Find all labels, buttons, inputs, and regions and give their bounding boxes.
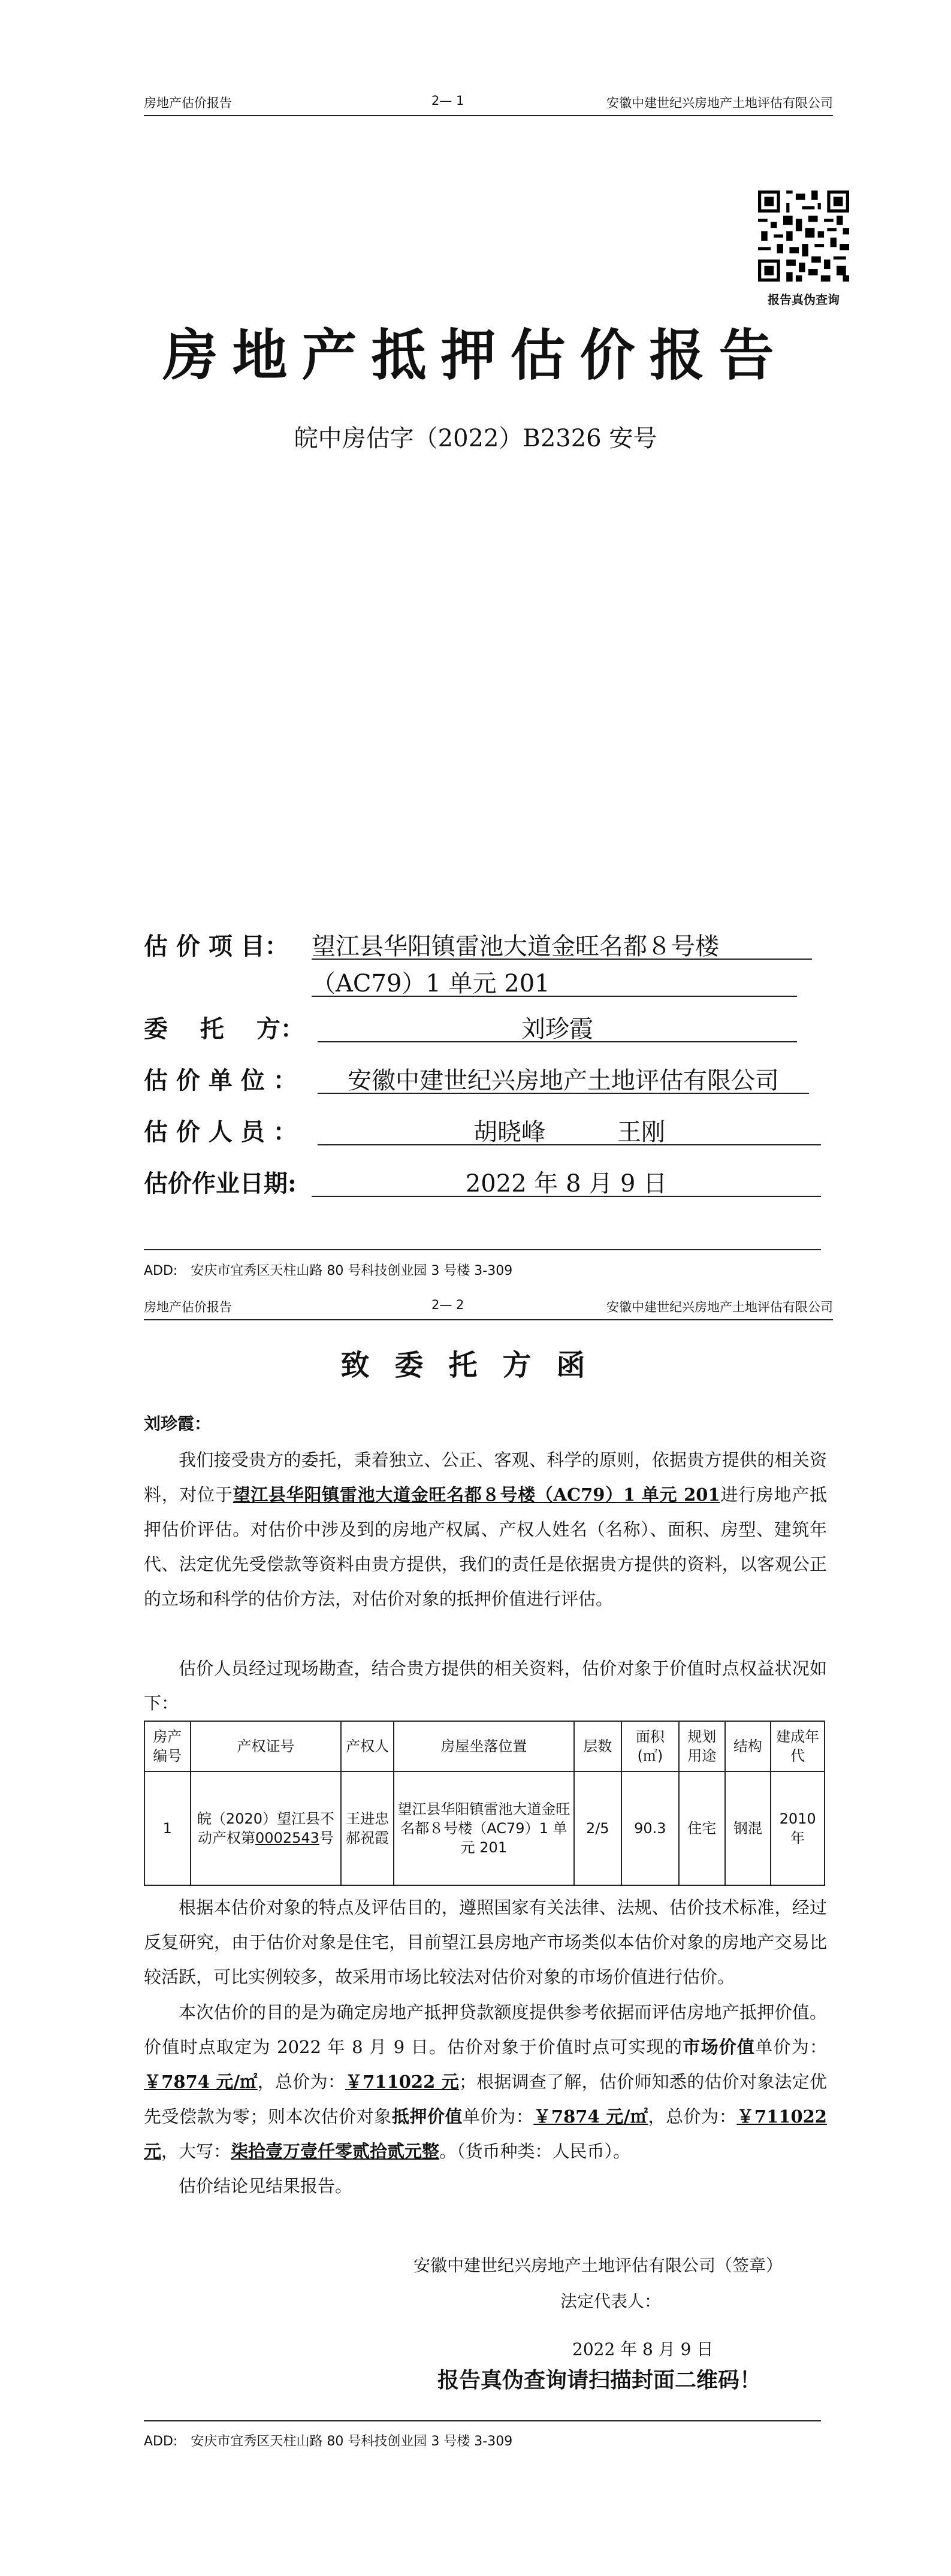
field-value: 2022 年 8 月 9 日 xyxy=(312,1165,821,1197)
owner-1: 王进忠 xyxy=(346,1810,390,1827)
field-label: 估 价 人 员 ： xyxy=(144,1118,297,1146)
paragraph-2: 估价人员经过现场勘查，结合贵方提供的相关资料，估价对象于价值时点权益状况如下： xyxy=(144,1658,827,1713)
header-company: 安徽中建世纪兴房地产土地评估有限公司 xyxy=(606,1300,833,1314)
running-header xyxy=(144,1294,833,1320)
table-header-row xyxy=(144,1721,825,1771)
mortgage-total-price: ￥711022 元 xyxy=(144,2106,827,2161)
qr-label: 报告真伪查询 xyxy=(768,292,840,307)
cert-suffix: 号 xyxy=(319,1830,334,1846)
field-label: 估 价 单 位 ： xyxy=(144,1066,297,1095)
field-value: 望江县华阳镇雷池大道金旺名都８号楼 xyxy=(312,927,812,960)
cert-prefix: 皖（2020）望江县不动产权第 xyxy=(197,1810,335,1846)
cell-owner xyxy=(341,1771,394,1885)
p1-text-c: 进行房地产抵押估价评估。对估价中涉及到的房地产权属、产权人姓名（名称）、面积、房型、建筑年代、法定优先受偿款等资料由贵方提供，我们的责任是依据贵方提供的资料，以客观公正的立场和科学的估价方法，对估价对象的抵押价值进行评估。 xyxy=(144,1484,827,1609)
col-header: 房产编号 xyxy=(144,1721,191,1771)
salutation: 刘珍霞： xyxy=(144,1414,212,1434)
p4-text: ，总价为： xyxy=(648,2106,737,2127)
footer-rule xyxy=(144,2420,821,2421)
property-table xyxy=(144,1721,825,1886)
owner-2: 郝祝霞 xyxy=(346,1830,390,1846)
report-number: 皖中房估字（2022）B2326 安号 xyxy=(294,425,657,452)
cert-number: 0002543 xyxy=(255,1830,319,1846)
mortgage-value-label: 抵押价值 xyxy=(391,2106,463,2127)
cell-cert xyxy=(191,1771,342,1885)
mortgage-unit-price: ￥7874 元/㎡ xyxy=(533,2106,648,2127)
col-header: 规划用途 xyxy=(679,1721,725,1771)
col-header: 层数 xyxy=(574,1721,621,1771)
field-value: 安徽中建世纪兴房地产土地评估有限公司 xyxy=(318,1062,809,1094)
p1-text-a: 我们接受贵方的委托，秉着独立、公正、客观、科学的原则，依据贵方提供的相关资料，对位于 xyxy=(144,1450,827,1505)
footer-rule xyxy=(144,1249,821,1250)
legal-representative: 法定代表人： xyxy=(560,2291,662,2311)
cell-structure: 钢混 xyxy=(725,1771,771,1885)
header-left: 房地产估价报告 xyxy=(144,1300,232,1314)
field-project-cont xyxy=(312,965,797,997)
field-value: 刘珍霞 xyxy=(318,1010,797,1042)
col-header: 面积(㎡) xyxy=(621,1721,679,1771)
report-title: 房地产抵押估价报告 xyxy=(162,323,789,388)
p4-text: 本次估价的目的是为确定房地产抵押贷款额度提供参考依据而评估房地产抵押价值。价值时点取定为 2022 年 8 月 9 日。估价对象于价值时点可实现的 xyxy=(144,2002,827,2057)
col-header: 房屋坐落位置 xyxy=(394,1721,574,1771)
p4-text: 单价为： xyxy=(463,2106,534,2127)
field-value: 胡晓峰 王刚 xyxy=(318,1113,821,1145)
col-header: 建成年代 xyxy=(771,1721,825,1771)
market-total-price: ￥711022 元 xyxy=(345,2072,459,2092)
p4-text: ；根据调查了解，估价师知悉的估价对象法定优先受偿款为零；则本次估价对象 xyxy=(144,2072,827,2127)
cell-area: 90.3 xyxy=(621,1771,679,1885)
table-row xyxy=(144,1771,825,1885)
amount-in-words: 柒拾壹万壹仟零贰拾贰元整 xyxy=(231,2141,440,2161)
paragraph-5: 估价结论见结果报告。 xyxy=(179,2176,353,2196)
market-value-label: 市场价值 xyxy=(683,2037,756,2057)
market-unit-price: ￥7874 元/㎡ xyxy=(144,2072,258,2092)
paragraph-1 xyxy=(144,1443,827,1616)
paragraph-4 xyxy=(144,1995,827,2169)
footer-address: ADD: 安庆市宜秀区天柱山路 80 号科技创业园 3 号楼 3-309 xyxy=(144,1263,513,1278)
running-header xyxy=(144,90,833,116)
col-header: 产权人 xyxy=(341,1721,394,1771)
letter-date: 2022 年 8 月 9 日 xyxy=(572,2339,714,2359)
verify-notice: 报告真伪查询请扫描封面二维码！ xyxy=(437,2368,762,2393)
field-label: 估价作业日期: xyxy=(144,1169,297,1198)
col-header: 产权证号 xyxy=(191,1721,342,1771)
letter-title: 致委托方函 xyxy=(340,1349,611,1382)
header-company: 安徽中建世纪兴房地产土地评估有限公司 xyxy=(606,96,833,110)
letter-page xyxy=(0,1288,951,2576)
company-signature: 安徽中建世纪兴房地产土地评估有限公司（签章） xyxy=(413,2255,783,2275)
qr-code-icon[interactable] xyxy=(758,191,849,282)
col-header: 结构 xyxy=(725,1721,771,1771)
p4-text: ，总价为： xyxy=(257,2072,345,2092)
cell-use: 住宅 xyxy=(679,1771,725,1885)
footer-address: ADD: 安庆市宜秀区天柱山路 80 号科技创业园 3 号楼 3-309 xyxy=(144,2434,513,2449)
paragraph-3: 根据本估价对象的特点及评估目的，遵照国家有关法律、法规、估价技术标准，经过反复研究，由于估价对象是住宅，目前望江县房地产市场类似本估价对象的房地产交易比较活跃，可比实例较多，故采用市场比较法对估价对象的市场价值进行估价。 xyxy=(144,1897,827,1987)
cell-id: 1 xyxy=(144,1771,191,1885)
field-label: 委 托 方： xyxy=(144,1015,304,1043)
cell-location: 望江县华阳镇雷池大道金旺名都８号楼（AC79）1 单元 201 xyxy=(394,1771,574,1885)
header-left: 房地产估价报告 xyxy=(144,96,232,110)
cell-year: 2010 年 xyxy=(771,1771,825,1885)
p4-text: 。（货币种类：人民币）。 xyxy=(439,2141,631,2161)
p4-text: 单价为： xyxy=(755,2037,827,2057)
p4-text: ，大写： xyxy=(161,2141,231,2161)
field-label: 估 价 项 目： xyxy=(144,932,289,960)
field-value-cont: （AC79）1 单元 201 xyxy=(312,970,550,997)
cell-floors: 2/5 xyxy=(574,1771,621,1885)
header-page-number: 2— 1 xyxy=(431,93,464,108)
property-address: 望江县华阳镇雷池大道金旺名都８号楼（AC79）1 单元 201 xyxy=(233,1484,720,1505)
header-page-number: 2— 2 xyxy=(431,1298,464,1312)
